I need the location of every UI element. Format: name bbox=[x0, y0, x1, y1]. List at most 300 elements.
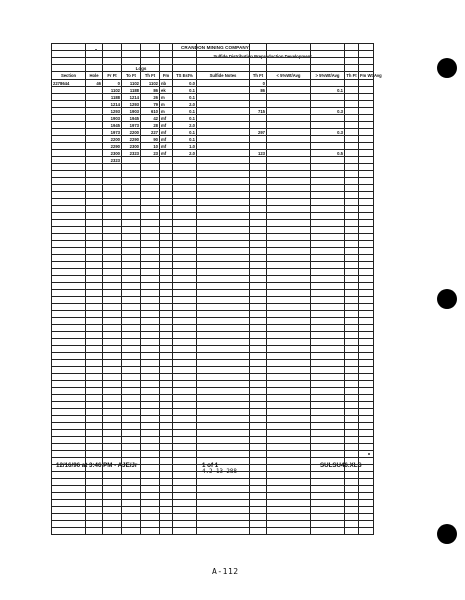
empty-cell bbox=[103, 346, 122, 353]
table-cell bbox=[311, 143, 345, 150]
empty-row bbox=[52, 374, 374, 381]
table-cell bbox=[359, 101, 374, 108]
empty-cell bbox=[141, 353, 160, 360]
empty-cell bbox=[122, 444, 141, 451]
table-cell bbox=[197, 115, 250, 122]
table-row bbox=[52, 80, 374, 87]
empty-cell bbox=[86, 472, 103, 479]
empty-cell bbox=[311, 65, 345, 72]
empty-cell bbox=[197, 444, 250, 451]
empty-cell bbox=[250, 283, 267, 290]
empty-cell bbox=[345, 395, 359, 402]
empty-cell bbox=[52, 220, 86, 227]
table-cell bbox=[197, 87, 250, 94]
empty-cell bbox=[311, 346, 345, 353]
empty-cell bbox=[197, 402, 250, 409]
empty-cell bbox=[311, 367, 345, 374]
empty-cell bbox=[345, 206, 359, 213]
empty-cell bbox=[86, 290, 103, 297]
empty-row bbox=[52, 178, 374, 185]
table-cell bbox=[86, 94, 103, 101]
empty-cell bbox=[250, 458, 267, 465]
empty-cell bbox=[359, 178, 374, 185]
empty-cell bbox=[86, 402, 103, 409]
empty-cell bbox=[197, 388, 250, 395]
empty-cell bbox=[122, 318, 141, 325]
empty-cell bbox=[250, 241, 267, 248]
empty-row bbox=[52, 192, 374, 199]
table-cell bbox=[52, 143, 86, 150]
empty-cell bbox=[311, 44, 345, 51]
empty-cell bbox=[86, 514, 103, 521]
empty-cell bbox=[86, 51, 103, 58]
empty-row bbox=[52, 444, 374, 451]
table-cell: 2.0 bbox=[173, 101, 197, 108]
empty-cell bbox=[173, 318, 197, 325]
table-cell: 1945 bbox=[103, 122, 122, 129]
empty-cell bbox=[86, 227, 103, 234]
empty-cell bbox=[86, 44, 103, 51]
empty-cell bbox=[250, 234, 267, 241]
table-row bbox=[52, 101, 374, 108]
empty-cell bbox=[122, 472, 141, 479]
empty-cell bbox=[122, 402, 141, 409]
empty-cell bbox=[103, 164, 122, 171]
empty-cell bbox=[160, 479, 173, 486]
empty-cell bbox=[141, 283, 160, 290]
table-cell bbox=[160, 157, 173, 164]
empty-row bbox=[52, 199, 374, 206]
table-cell: 1293 bbox=[103, 108, 122, 115]
empty-cell bbox=[345, 220, 359, 227]
empty-cell bbox=[267, 58, 311, 65]
empty-cell bbox=[52, 199, 86, 206]
table-cell bbox=[345, 157, 359, 164]
column-header: To Ft bbox=[122, 72, 141, 80]
empty-cell bbox=[52, 227, 86, 234]
empty-cell bbox=[311, 409, 345, 416]
empty-cell bbox=[267, 395, 311, 402]
empty-cell bbox=[122, 290, 141, 297]
table-cell bbox=[250, 157, 267, 164]
header-spacer-row bbox=[52, 65, 374, 72]
empty-cell bbox=[141, 276, 160, 283]
empty-cell bbox=[250, 248, 267, 255]
table-cell bbox=[311, 157, 345, 164]
table-cell: 10 bbox=[141, 143, 160, 150]
table-cell: m bbox=[160, 108, 173, 115]
table-cell: 1945 bbox=[122, 115, 141, 122]
table-cell bbox=[197, 129, 250, 136]
table-cell bbox=[197, 122, 250, 129]
binder-hole-bottom bbox=[437, 524, 457, 544]
empty-cell bbox=[103, 444, 122, 451]
empty-cell bbox=[160, 304, 173, 311]
empty-cell bbox=[160, 248, 173, 255]
empty-cell bbox=[173, 528, 197, 535]
empty-cell bbox=[173, 444, 197, 451]
empty-cell bbox=[250, 486, 267, 493]
table-cell: 1293 bbox=[122, 101, 141, 108]
empty-cell bbox=[173, 381, 197, 388]
empty-cell bbox=[122, 171, 141, 178]
empty-cell bbox=[160, 388, 173, 395]
empty-cell bbox=[311, 241, 345, 248]
empty-cell bbox=[359, 339, 374, 346]
empty-cell bbox=[345, 44, 359, 51]
empty-cell bbox=[173, 44, 197, 51]
empty-cell bbox=[345, 65, 359, 72]
empty-cell bbox=[250, 290, 267, 297]
empty-cell bbox=[160, 423, 173, 430]
empty-cell bbox=[141, 199, 160, 206]
empty-cell bbox=[267, 521, 311, 528]
empty-cell bbox=[197, 262, 250, 269]
empty-cell bbox=[52, 58, 86, 65]
empty-cell bbox=[173, 51, 197, 58]
empty-cell bbox=[173, 458, 197, 465]
empty-cell bbox=[345, 528, 359, 535]
empty-cell bbox=[141, 178, 160, 185]
table-cell bbox=[345, 108, 359, 115]
table-cell bbox=[197, 136, 250, 143]
empty-cell bbox=[197, 486, 250, 493]
table-cell bbox=[52, 108, 86, 115]
empty-cell bbox=[141, 514, 160, 521]
empty-cell bbox=[141, 458, 160, 465]
empty-cell bbox=[141, 346, 160, 353]
empty-cell bbox=[311, 423, 345, 430]
empty-row bbox=[52, 304, 374, 311]
empty-cell bbox=[103, 332, 122, 339]
table-cell bbox=[250, 122, 267, 129]
empty-cell bbox=[122, 283, 141, 290]
table-cell: 123 bbox=[250, 150, 267, 157]
empty-cell bbox=[160, 65, 173, 72]
empty-cell bbox=[197, 276, 250, 283]
empty-cell bbox=[345, 521, 359, 528]
empty-cell bbox=[267, 339, 311, 346]
empty-cell bbox=[359, 206, 374, 213]
empty-cell bbox=[250, 297, 267, 304]
empty-cell bbox=[103, 206, 122, 213]
empty-cell bbox=[160, 58, 173, 65]
empty-row bbox=[52, 297, 374, 304]
empty-cell bbox=[197, 514, 250, 521]
empty-cell bbox=[160, 360, 173, 367]
empty-cell bbox=[160, 395, 173, 402]
empty-cell bbox=[122, 325, 141, 332]
empty-cell bbox=[160, 51, 173, 58]
table-cell: 2200 bbox=[122, 129, 141, 136]
empty-cell bbox=[345, 367, 359, 374]
empty-cell bbox=[267, 171, 311, 178]
empty-cell bbox=[52, 255, 86, 262]
empty-cell bbox=[52, 206, 86, 213]
empty-cell bbox=[267, 353, 311, 360]
empty-cell bbox=[52, 346, 86, 353]
empty-cell bbox=[359, 290, 374, 297]
empty-cell bbox=[197, 199, 250, 206]
empty-cell bbox=[122, 374, 141, 381]
empty-cell bbox=[52, 44, 86, 51]
table-cell bbox=[359, 94, 374, 101]
empty-cell bbox=[345, 430, 359, 437]
table-cell bbox=[359, 150, 374, 157]
empty-cell bbox=[345, 276, 359, 283]
empty-cell bbox=[267, 500, 311, 507]
empty-cell bbox=[311, 402, 345, 409]
empty-cell bbox=[250, 465, 267, 472]
empty-cell bbox=[103, 339, 122, 346]
empty-cell bbox=[267, 276, 311, 283]
empty-cell bbox=[122, 199, 141, 206]
empty-cell bbox=[160, 444, 173, 451]
table-cell: 0.1 bbox=[173, 129, 197, 136]
empty-cell bbox=[86, 178, 103, 185]
empty-cell bbox=[103, 58, 122, 65]
empty-cell bbox=[103, 192, 122, 199]
empty-cell bbox=[141, 402, 160, 409]
table-cell: ek bbox=[160, 87, 173, 94]
empty-cell bbox=[197, 290, 250, 297]
empty-cell bbox=[122, 311, 141, 318]
empty-cell bbox=[86, 199, 103, 206]
empty-cell bbox=[311, 332, 345, 339]
empty-cell bbox=[160, 297, 173, 304]
empty-cell bbox=[103, 318, 122, 325]
empty-cell bbox=[52, 332, 86, 339]
empty-cell bbox=[267, 367, 311, 374]
empty-cell bbox=[160, 458, 173, 465]
empty-cell bbox=[160, 472, 173, 479]
table-cell: 23 bbox=[141, 150, 160, 157]
table-cell bbox=[197, 101, 250, 108]
empty-cell bbox=[141, 44, 160, 51]
empty-cell bbox=[311, 514, 345, 521]
empty-cell bbox=[173, 171, 197, 178]
empty-cell bbox=[141, 388, 160, 395]
empty-cell bbox=[311, 444, 345, 451]
empty-cell bbox=[173, 269, 197, 276]
empty-cell bbox=[311, 521, 345, 528]
empty-row bbox=[52, 381, 374, 388]
table-cell: 2323 bbox=[122, 150, 141, 157]
empty-cell bbox=[311, 304, 345, 311]
empty-cell bbox=[345, 241, 359, 248]
table-cell bbox=[52, 136, 86, 143]
table-cell bbox=[345, 122, 359, 129]
table-cell bbox=[267, 136, 311, 143]
empty-cell bbox=[103, 486, 122, 493]
empty-cell bbox=[160, 178, 173, 185]
empty-cell bbox=[197, 437, 250, 444]
empty-cell bbox=[103, 276, 122, 283]
empty-cell bbox=[122, 493, 141, 500]
column-header: Th Ft bbox=[250, 72, 267, 80]
table-cell bbox=[52, 122, 86, 129]
empty-cell bbox=[173, 227, 197, 234]
empty-cell bbox=[103, 451, 122, 458]
empty-row bbox=[52, 360, 374, 367]
empty-cell bbox=[345, 500, 359, 507]
empty-row bbox=[52, 171, 374, 178]
empty-cell bbox=[52, 234, 86, 241]
empty-cell bbox=[267, 199, 311, 206]
empty-cell bbox=[86, 206, 103, 213]
empty-cell bbox=[345, 318, 359, 325]
empty-cell bbox=[311, 486, 345, 493]
empty-cell bbox=[197, 409, 250, 416]
empty-cell bbox=[197, 58, 250, 65]
empty-cell bbox=[86, 65, 103, 72]
empty-cell bbox=[311, 451, 345, 458]
empty-cell bbox=[122, 178, 141, 185]
empty-cell bbox=[141, 507, 160, 514]
empty-cell bbox=[160, 402, 173, 409]
empty-cell bbox=[160, 234, 173, 241]
empty-cell bbox=[267, 283, 311, 290]
empty-cell bbox=[86, 311, 103, 318]
empty-row bbox=[52, 395, 374, 402]
empty-row bbox=[52, 220, 374, 227]
empty-row bbox=[52, 346, 374, 353]
empty-cell bbox=[122, 332, 141, 339]
empty-cell bbox=[52, 51, 86, 58]
table-cell bbox=[52, 101, 86, 108]
table-cell: 2290 bbox=[103, 143, 122, 150]
empty-cell bbox=[197, 44, 250, 51]
table-cell: 0.1 bbox=[173, 108, 197, 115]
table-cell bbox=[311, 115, 345, 122]
empty-cell bbox=[250, 332, 267, 339]
empty-cell bbox=[160, 325, 173, 332]
table-cell bbox=[52, 129, 86, 136]
empty-cell bbox=[345, 360, 359, 367]
empty-cell bbox=[103, 199, 122, 206]
empty-cell bbox=[160, 311, 173, 318]
empty-cell bbox=[122, 234, 141, 241]
empty-cell bbox=[122, 269, 141, 276]
empty-cell bbox=[103, 500, 122, 507]
empty-cell bbox=[345, 444, 359, 451]
empty-cell bbox=[122, 58, 141, 65]
empty-cell bbox=[345, 248, 359, 255]
table-cell: 28 bbox=[141, 122, 160, 129]
table-cell: 0.0 bbox=[173, 80, 197, 87]
table-cell: 1.0 bbox=[173, 143, 197, 150]
empty-cell bbox=[86, 430, 103, 437]
empty-cell bbox=[345, 388, 359, 395]
table-cell bbox=[197, 143, 250, 150]
empty-cell bbox=[345, 269, 359, 276]
empty-row bbox=[52, 164, 374, 171]
empty-row bbox=[52, 185, 374, 192]
empty-cell bbox=[173, 185, 197, 192]
empty-cell bbox=[267, 402, 311, 409]
empty-cell bbox=[173, 241, 197, 248]
empty-row bbox=[52, 332, 374, 339]
table-cell: 1102 bbox=[122, 80, 141, 87]
empty-cell bbox=[103, 374, 122, 381]
empty-cell bbox=[250, 430, 267, 437]
empty-cell bbox=[141, 395, 160, 402]
table-cell: mf bbox=[160, 122, 173, 129]
empty-cell bbox=[359, 164, 374, 171]
empty-cell bbox=[86, 360, 103, 367]
empty-cell bbox=[345, 374, 359, 381]
empty-cell bbox=[250, 206, 267, 213]
empty-cell bbox=[141, 479, 160, 486]
empty-cell bbox=[267, 185, 311, 192]
column-header: Th Ft bbox=[141, 72, 160, 80]
empty-cell bbox=[250, 276, 267, 283]
empty-cell bbox=[345, 227, 359, 234]
empty-cell bbox=[103, 213, 122, 220]
empty-cell bbox=[160, 339, 173, 346]
empty-cell bbox=[345, 339, 359, 346]
empty-cell bbox=[86, 493, 103, 500]
empty-cell bbox=[250, 346, 267, 353]
table-cell bbox=[311, 136, 345, 143]
empty-cell bbox=[345, 507, 359, 514]
empty-cell bbox=[173, 164, 197, 171]
empty-cell bbox=[267, 290, 311, 297]
empty-cell bbox=[141, 493, 160, 500]
empty-cell bbox=[141, 381, 160, 388]
empty-cell bbox=[173, 521, 197, 528]
empty-cell bbox=[345, 290, 359, 297]
empty-cell bbox=[267, 374, 311, 381]
table-cell: 79 bbox=[141, 101, 160, 108]
empty-cell bbox=[86, 283, 103, 290]
table-row bbox=[52, 122, 374, 129]
empty-row bbox=[52, 493, 374, 500]
empty-cell bbox=[122, 248, 141, 255]
empty-cell bbox=[250, 255, 267, 262]
empty-cell bbox=[250, 325, 267, 332]
table-cell: mf bbox=[160, 150, 173, 157]
table-cell: 1188 bbox=[103, 94, 122, 101]
table-cell: mf bbox=[160, 136, 173, 143]
table-row bbox=[52, 94, 374, 101]
empty-cell bbox=[52, 402, 86, 409]
column-header: Fr Ft bbox=[103, 72, 122, 80]
empty-cell bbox=[122, 430, 141, 437]
empty-cell bbox=[103, 227, 122, 234]
empty-cell bbox=[173, 325, 197, 332]
empty-cell bbox=[197, 311, 250, 318]
empty-cell bbox=[160, 199, 173, 206]
empty-cell bbox=[267, 318, 311, 325]
table-cell bbox=[267, 108, 311, 115]
empty-cell bbox=[52, 213, 86, 220]
empty-cell bbox=[267, 65, 311, 72]
empty-cell bbox=[173, 213, 197, 220]
table-row bbox=[52, 143, 374, 150]
empty-cell bbox=[122, 185, 141, 192]
empty-cell bbox=[160, 318, 173, 325]
empty-cell bbox=[173, 416, 197, 423]
empty-cell bbox=[197, 395, 250, 402]
empty-cell bbox=[141, 213, 160, 220]
empty-cell bbox=[141, 227, 160, 234]
empty-cell bbox=[311, 472, 345, 479]
empty-cell bbox=[197, 51, 250, 58]
empty-cell bbox=[52, 500, 86, 507]
empty-cell bbox=[311, 276, 345, 283]
empty-cell bbox=[103, 528, 122, 535]
